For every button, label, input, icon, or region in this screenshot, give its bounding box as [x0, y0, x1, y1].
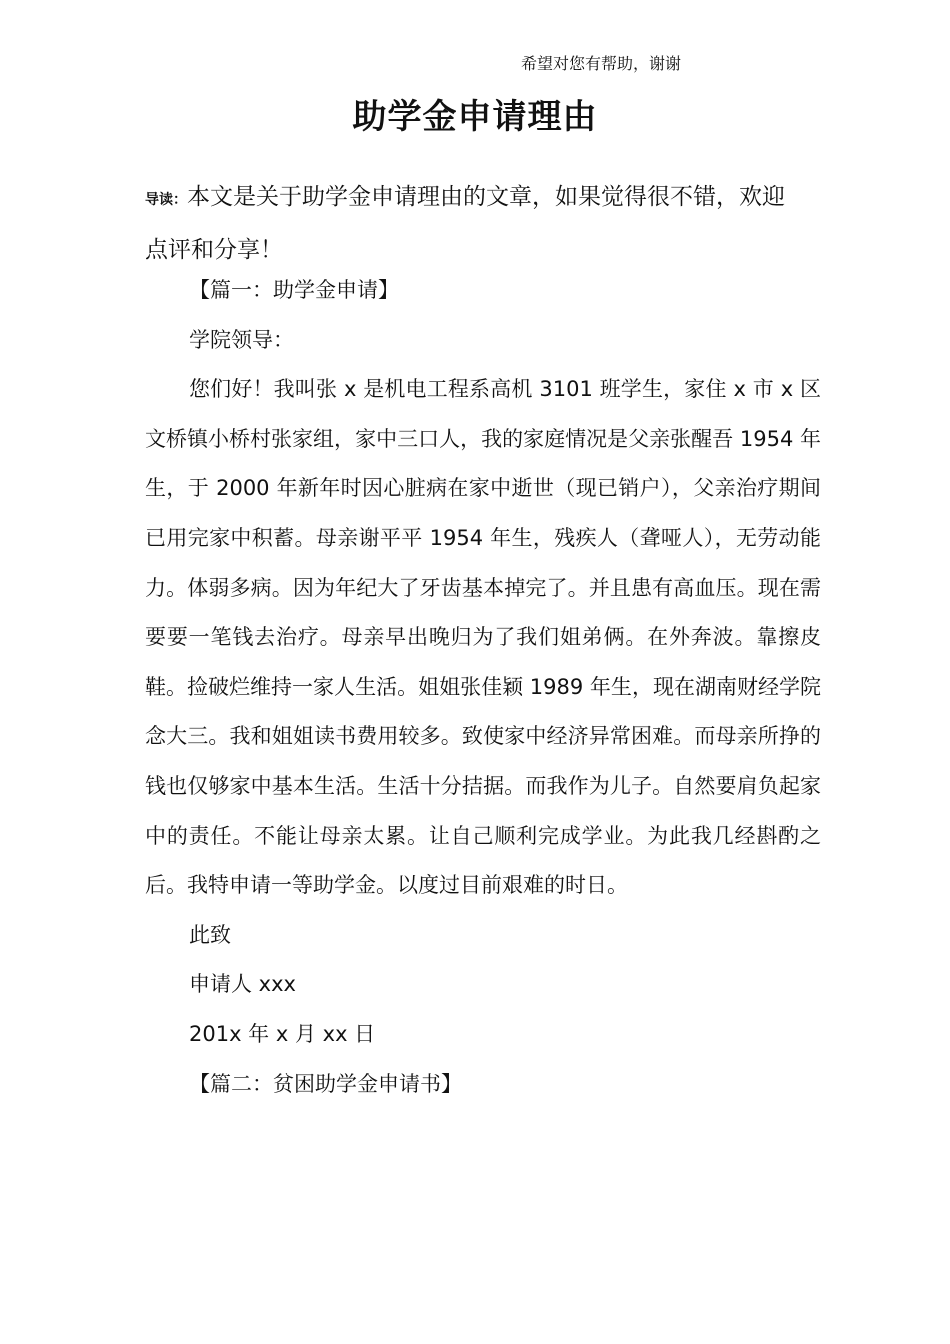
section2-heading: 【篇二：贫困助学金申请书】: [189, 1071, 462, 1096]
document-body: [145, 266, 821, 1109]
section1-body-paragraph: 您们好！我叫张 x 是机电工程系高机 3101 班学生，家住 x 市 x 区文桥镇小桥村张家组，家中三口人，我的家庭情况是父亲张醒吾 1954 年生，于 2000 年新年时因心脏病在家中逝世（现已销户），父亲治疗期间已用完家中积蓄。母亲谢平平 1954 年生，残疾人（聋哑人），无劳动能力。体弱多病。因为年纪大了牙齿基本掉完了。并且患有高血压。现在需要要一笔钱去治疗。母亲早出晚归为了我们姐弟俩。在外奔波。靠擦皮鞋。捡破烂维持一家人生活。姐姐张佳颖 1989 年生，现在湖南财经学院念大三。我和姐姐读书费用较多。致使家中经济异常困难。而母亲所挣的钱也仅够家中基本生活。生活十分拮据。而我作为儿子。自然要肩负起家中的责任。不能让母亲太累。让自己顺利完成学业。为此我几经斟酌之后。我特申请一等助学金。以度过目前艰难的时日。: [145, 377, 821, 898]
salutation: 学院领导：: [189, 327, 294, 352]
intro-label: 导读：: [145, 192, 187, 208]
date: 201x 年 x 月 xx 日: [189, 1021, 376, 1046]
document-title: 助学金申请理由: [352, 97, 598, 137]
section1-heading: 【篇一：助学金申请】: [189, 278, 399, 302]
intro-paragraph: [145, 172, 805, 275]
closing: 此致: [189, 922, 231, 947]
applicant: 申请人 xxx: [189, 972, 296, 997]
intro-text: 本文是关于助学金申请理由的文章，如果觉得很不错，欢迎点评和分享！: [145, 184, 785, 263]
header-note: 希望对您有帮助，谢谢: [521, 54, 682, 73]
